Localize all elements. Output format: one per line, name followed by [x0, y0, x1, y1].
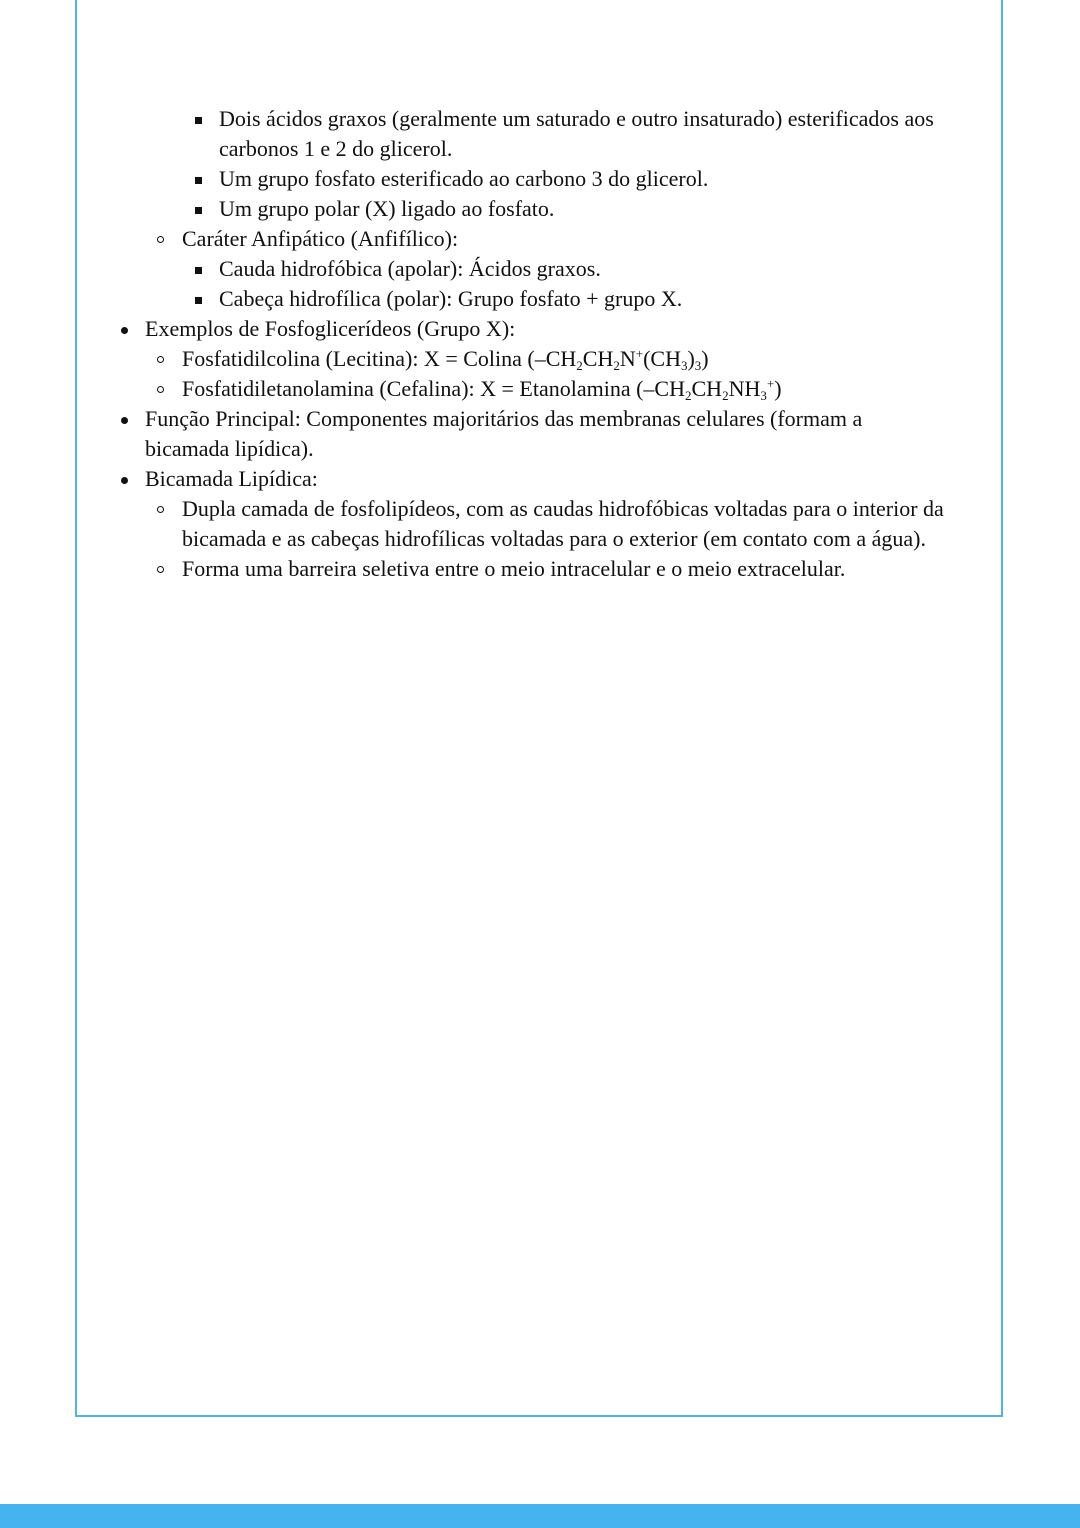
circle-bullet-icon — [157, 356, 164, 363]
list-item-text: Caráter Anfipático (Anfifílico): — [182, 226, 459, 251]
circle-bullet-icon — [157, 566, 164, 573]
list-item-polar-group — [0, 194, 1080, 224]
bottom-accent-bar — [0, 1504, 1080, 1528]
square-bullet-icon — [195, 267, 202, 274]
list-item-text: Cabeça hidrofílica (polar): Grupo fosfato + grupo X. — [219, 286, 683, 311]
document-body — [0, 104, 1080, 584]
list-item-phosphate — [0, 164, 1080, 194]
square-bullet-icon — [195, 117, 202, 124]
list-item-text: Um grupo fosfato esterificado ao carbono 3 do glicerol. — [219, 166, 709, 191]
disc-bullet-icon — [121, 327, 128, 334]
list-item-main-function — [0, 404, 1080, 434]
list-item-barrier — [0, 554, 1080, 584]
list-item-head — [0, 284, 1080, 314]
list-item-examples — [0, 314, 1080, 344]
circle-bullet-icon — [157, 236, 164, 243]
formula-text: Fosfatidilcolina (Lecitina): X = Colina $(-CH_2CH_2N^+(CH_3)_3)$ — [182, 346, 709, 373]
list-item-text: Cauda hidrofóbica (apolar): Ácidos graxos. — [219, 256, 601, 281]
disc-bullet-icon — [121, 417, 128, 424]
disc-bullet-icon — [121, 477, 128, 484]
list-item-continuation — [0, 524, 1080, 554]
list-item-continuation — [0, 134, 1080, 164]
list-item-text: Um grupo polar (X) ligado ao fosfato. — [219, 196, 555, 221]
circle-bullet-icon — [157, 506, 164, 513]
circle-bullet-icon — [157, 386, 164, 393]
list-item-text: Dupla camada de fosfolipídeos, com as caudas hidrofóbicas voltadas para o interior da — [182, 496, 944, 521]
list-item-text: bicamada e as cabeças hidrofílicas voltadas para o exterior (em contato com a água). — [182, 526, 926, 551]
list-item-text: carbonos 1 e 2 do glicerol. — [219, 136, 453, 161]
list-item-cephalin — [0, 374, 1080, 404]
list-item-lecithin — [0, 344, 1080, 374]
list-item-text: Dois ácidos graxos (geralmente um saturado e outro insaturado) esterificados aos — [219, 106, 934, 131]
list-item-fatty-acids — [0, 104, 1080, 134]
list-item-tail — [0, 254, 1080, 284]
list-item-continuation — [0, 434, 1080, 464]
formula-text: Fosfatidiletanolamina (Cefalina): X = Etanolamina $(-CH_2CH_2NH_3^+)$ — [182, 376, 782, 403]
list-item-text: Forma uma barreira seletiva entre o meio intracelular e o meio extracelular. — [182, 556, 846, 581]
list-item-text: bicamada lipídica). — [145, 436, 314, 461]
list-item-double-layer — [0, 494, 1080, 524]
square-bullet-icon — [195, 207, 202, 214]
list-item-amphipathic — [0, 224, 1080, 254]
square-bullet-icon — [195, 177, 202, 184]
list-item-bilayer — [0, 464, 1080, 494]
list-item-text: Exemplos de Fosfoglicerídeos (Grupo X): — [145, 316, 516, 341]
list-item-text: Função Principal: Componentes majoritários das membranas celulares (formam a — [145, 406, 863, 431]
square-bullet-icon — [195, 297, 202, 304]
list-item-text: Bicamada Lipídica: — [145, 466, 318, 491]
